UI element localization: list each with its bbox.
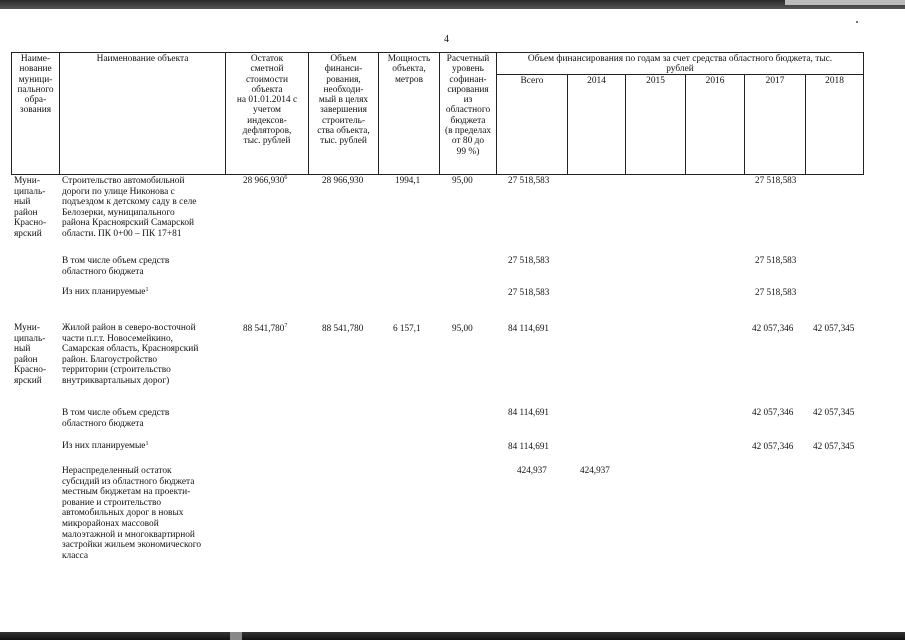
row-subtotal-label: В том числе объем средств областного бюджета <box>62 408 170 429</box>
row-total: 27 518,583 <box>508 175 550 185</box>
header-year-2018: 2018 <box>825 76 844 86</box>
row-capacity: 6 157,1 <box>393 323 421 333</box>
row-remainder: 28 966,930$^6$ <box>243 175 288 185</box>
row-financing: 28 966,930 <box>322 175 364 185</box>
row-remainder: 88 541,780$^7$ <box>243 323 288 333</box>
scan-bottom-edge <box>0 632 905 640</box>
row-2017: 27 518,583 <box>755 175 797 185</box>
row-2017: 27 518,583 <box>755 287 797 297</box>
row-planned-label: Из них планируемые$^1$ <box>62 441 149 451</box>
header-total: Всего <box>520 76 544 86</box>
row-planned-label: Из них планируемые$^1$ <box>62 287 149 297</box>
row-2017: 27 518,583 <box>755 255 797 265</box>
row-total: 27 518,583 <box>508 287 550 297</box>
row-total: 84 114,691 <box>508 323 550 333</box>
header-object-name: Наименование объекта <box>96 54 189 64</box>
row-municipality: Муни- ципаль- ный район Красно- ярский <box>14 323 47 386</box>
table-header <box>11 52 864 175</box>
header-bottom-border <box>11 174 864 175</box>
row-cofinancing: 95,00 <box>452 323 473 333</box>
row-2017: 42 057,346 <box>752 407 794 417</box>
header-year-2015: 2015 <box>646 76 665 86</box>
row-total: 84 114,691 <box>508 407 550 417</box>
header-year-2017: 2017 <box>765 76 785 86</box>
scan-bottom-edge-gap <box>230 632 242 640</box>
row-financing: 88 541,780 <box>322 323 364 333</box>
scan-speck <box>856 21 858 23</box>
row-2018: 42 057,345 <box>813 407 855 417</box>
row-municipality: Муни- ципаль- ный район Красно- ярский <box>14 176 47 239</box>
row-2014: 424,937 <box>580 465 610 475</box>
row-cofinancing: 95,00 <box>452 175 473 185</box>
footnote-mark: 1 <box>145 441 149 447</box>
row-2017: 42 057,346 <box>752 323 794 333</box>
row-subtotal-label: В том числе объем средств областного бюджета <box>62 256 170 277</box>
header-remainder: Остаток сметной стоимости объекта на 01.01.2014 с учетом индексов- дефляторов, тыс. рублей <box>236 54 298 147</box>
row-2018: 42 057,345 <box>813 323 855 333</box>
row-object-name: Строительство автомобильной дороги по улице Никонова с подъездом к детскому саду в селе Белозерки, муниципального района Красноярский Самарской области. ПК 0+00 – ПК 17+81 <box>62 176 197 239</box>
scan-top-edge-light <box>785 0 905 5</box>
page-number: 4 <box>444 34 449 45</box>
footnote-mark: 7 <box>284 323 288 329</box>
row-2018: 42 057,345 <box>813 441 855 451</box>
header-capacity: Мощность объекта, метров <box>387 54 431 85</box>
footnote-mark: 6 <box>284 175 288 181</box>
unallocated-label: Нераспределенный остаток субсидий из областного бюджета местным бюджетам на проекти- рование и строительство автомобильных дорог в новых микрорайонах массовой малоэтажной и многоквартирной застройки жильем экономического класса <box>62 466 202 561</box>
row-total: 84 114,691 <box>508 441 550 451</box>
row-object-name: Жилой район в северо-восточной части п.г.т. Новосемейкино, Самарская область, Красноярский район. Благоустройство территории (строительство внутриквартальных дорог) <box>62 323 199 386</box>
header-year-2014: 2014 <box>587 76 606 86</box>
header-municipality: Наиме- нование муници- пального обра- зования <box>17 54 54 116</box>
row-capacity: 1994,1 <box>395 175 421 185</box>
row-total: 424,937 <box>517 465 547 475</box>
header-years-group: Объем финансирования по годам за счет средства областного бюджета, тыс. рублей <box>527 54 833 75</box>
footnote-mark: 1 <box>145 287 149 293</box>
header-cofinancing-level: Расчетный уровень софинан- сирования из областного бюджета (в пределах от 80 до 99 %) <box>444 54 492 157</box>
header-financing-volume: Объем финанси- рования, необходи- мый в целях завершения строитель- ства объекта, тыс. рублей <box>317 54 370 147</box>
scan-top-edge <box>0 0 905 9</box>
row-total: 27 518,583 <box>508 255 550 265</box>
row-2017: 42 057,346 <box>752 441 794 451</box>
header-year-2016: 2016 <box>705 76 725 86</box>
header-top-border <box>11 52 864 53</box>
